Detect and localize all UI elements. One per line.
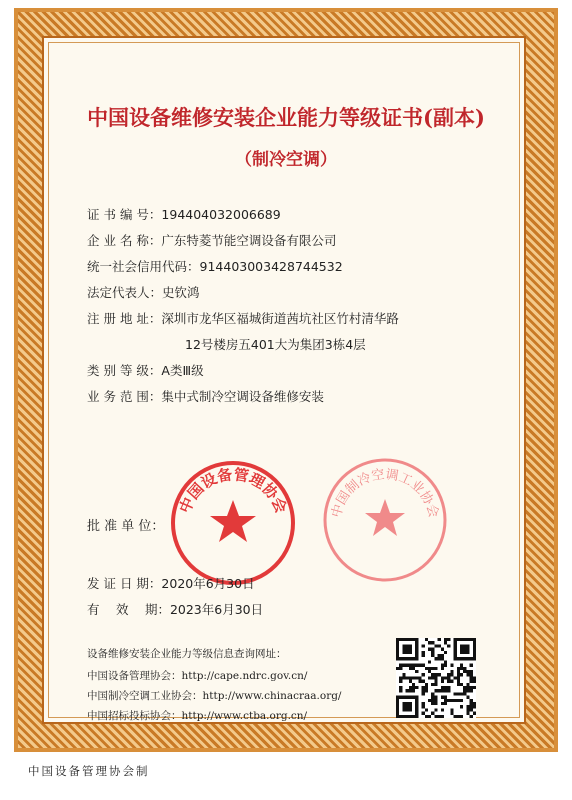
seal-text: 中国制冷空调工业协会 — [329, 467, 441, 520]
field-credit-code — [87, 257, 343, 275]
field-category-level — [87, 361, 204, 379]
info-link-row — [87, 708, 307, 723]
approval-label: 批 准 单 位： — [87, 519, 165, 534]
info-heading: 设备维修安装企业能力等级信息查询网址： — [87, 648, 287, 660]
qr-code-icon[interactable] — [396, 638, 476, 718]
info-url[interactable]: http://www.ctba.org.cn/ — [181, 710, 308, 722]
field-value: 集中式制冷空调设备维修安装 — [161, 389, 324, 404]
field-label: 业 务 范 围： — [87, 389, 162, 404]
seal-star-icon — [210, 500, 256, 542]
info-org: 中国招标投标协会： — [87, 710, 182, 722]
field-certificate-number — [87, 205, 281, 223]
field-label: 统一社会信用代码： — [87, 259, 200, 274]
field-value: A类Ⅲ级 — [161, 363, 204, 378]
field-value: 12号楼房五401大为集团3栋4层 — [185, 337, 366, 352]
field-value: 914403003428744532 — [199, 259, 343, 274]
seal-star-icon — [365, 499, 405, 536]
info-link-row — [87, 668, 307, 683]
certificate-title: 中国设备维修安装企业能力等级证书(副本) — [87, 105, 485, 130]
field-label: 企 业 名 称： — [87, 233, 162, 248]
info-url[interactable]: http://www.chinacraa.org/ — [202, 690, 342, 702]
field-label: 类 别 等 级： — [87, 363, 162, 378]
certificate-subtitle: （制冷空调） — [235, 150, 337, 170]
field-company-name — [87, 231, 336, 249]
field-registered-address — [87, 309, 399, 327]
info-org: 中国制冷空调工业协会： — [87, 690, 203, 702]
field-label: 法定代表人： — [87, 285, 163, 300]
footer-issuer: 中国设备管理协会制 — [28, 764, 150, 778]
field-label: 发 证 日 期： — [87, 576, 162, 591]
info-url[interactable]: http://cape.ndrc.gov.cn/ — [181, 670, 308, 682]
seal-text: 中国设备管理协会 — [175, 465, 291, 516]
seal-equipment-management-association — [168, 458, 298, 588]
field-value: 2020年6月30日 — [161, 576, 255, 591]
seal-refrigeration-association — [320, 455, 450, 585]
field-business-scope — [87, 387, 324, 405]
info-link-row — [87, 688, 341, 703]
field-label: 有 效 期： — [87, 602, 170, 617]
field-label: 注 册 地 址： — [87, 311, 162, 326]
field-value: 深圳市龙华区福城街道茜坑社区竹村清华路 — [161, 311, 399, 326]
field-value: 史钦鸿 — [162, 285, 200, 300]
field-valid-date — [87, 600, 263, 618]
field-legal-representative — [87, 283, 200, 301]
field-value: 2023年6月30日 — [169, 602, 264, 617]
field-issue-date — [87, 574, 255, 592]
field-label: 证 书 编 号： — [87, 207, 162, 222]
field-value: 广东特菱节能空调设备有限公司 — [161, 233, 337, 248]
field-value: 194404032006689 — [161, 207, 281, 222]
field-registered-address-line2 — [185, 335, 366, 353]
info-org: 中国设备管理协会： — [87, 670, 182, 682]
